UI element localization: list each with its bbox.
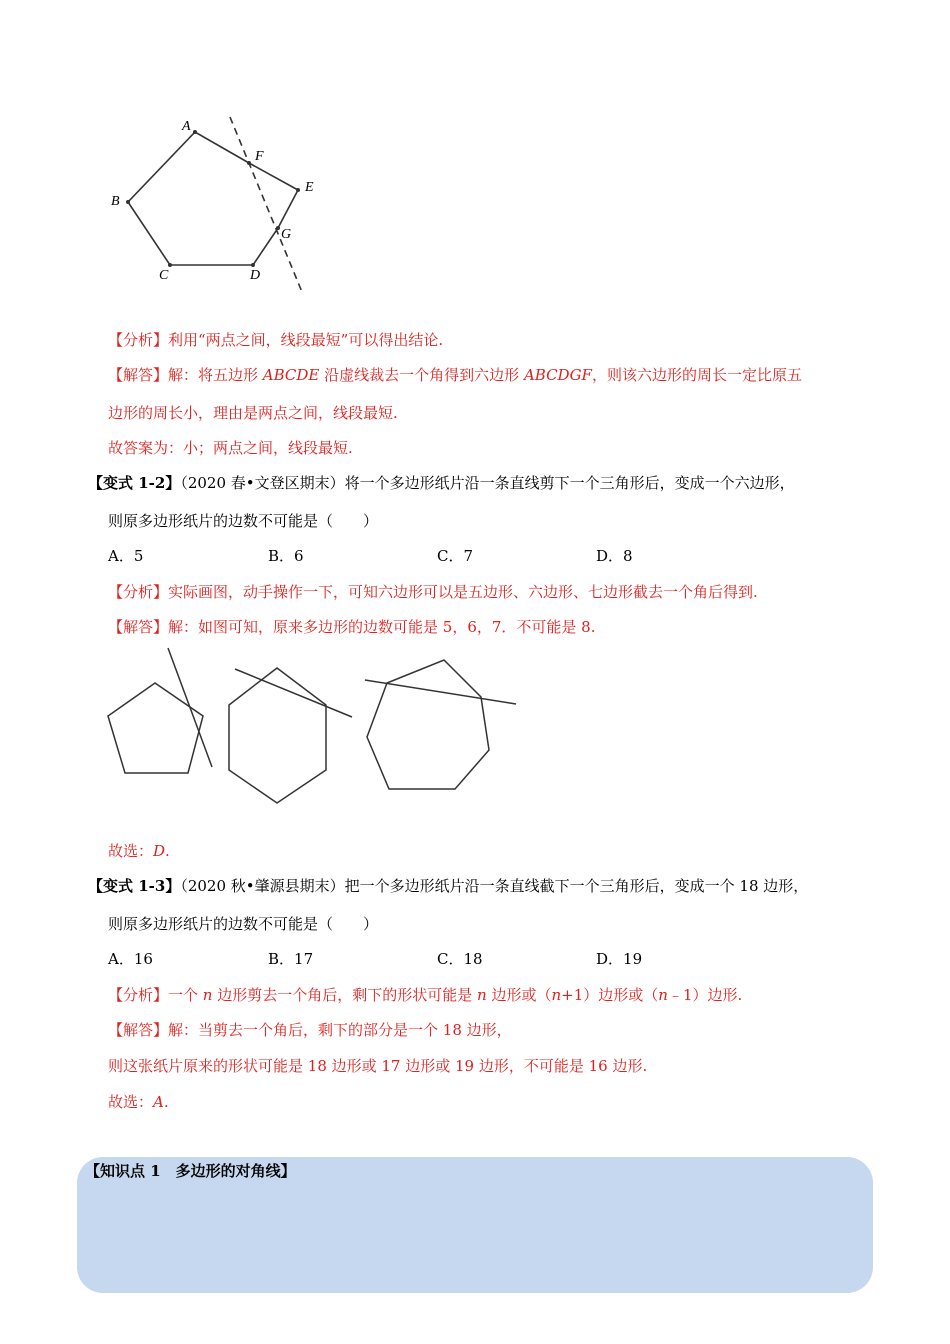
- variable-n: n: [202, 986, 213, 1004]
- q12-stem: [88, 473, 795, 493]
- question-source: （2020 秋•肇源县期末）: [180, 877, 345, 895]
- label-e: E: [305, 180, 314, 195]
- q12-choice: [108, 841, 170, 861]
- s1-conclusion: 故答案为：小；两点之间，线段最短.: [108, 439, 353, 457]
- answer-tag: 【解答】: [108, 618, 169, 636]
- question-tag: 【变式 1-2】: [88, 474, 181, 492]
- pentagon-cut-line: [168, 648, 212, 767]
- answer-text: ，则该六边形的周长一定比原五: [591, 366, 802, 384]
- analysis-text: ﹣1）边形.: [667, 986, 743, 1004]
- choice-letter: A: [153, 1093, 164, 1111]
- q13-answer: [108, 1020, 512, 1040]
- q12-option-a[interactable]: A．5: [108, 547, 144, 565]
- q13-option-b[interactable]: B．17: [268, 950, 314, 968]
- knowledge-point-box: [77, 1157, 873, 1293]
- variable-n: n: [477, 986, 487, 1004]
- analysis-text: 利用“两点之间，线段最短”可以得出结论.: [168, 331, 444, 349]
- answer-text: 解：将五边形: [168, 366, 263, 384]
- polygon-name: ABCDE: [262, 366, 320, 384]
- q12-analysis: [108, 582, 758, 602]
- pentagon-cut-figure: [100, 105, 340, 305]
- analysis-tag: 【分析】: [108, 583, 169, 601]
- analysis-text: 实际画图，动手操作一下，可知六边形可以是五边形、六边形、七边形截去一个角后得到.: [168, 583, 758, 601]
- analysis-tag: 【分析】: [108, 331, 169, 349]
- heptagon-cut-line: [365, 680, 516, 704]
- analysis-text: 一个: [168, 986, 203, 1004]
- cut-edge-eg: [278, 190, 298, 228]
- analysis-tag: 【分析】: [108, 986, 169, 1004]
- polygon-name: ABCDGF: [523, 366, 592, 384]
- answer-text: 解：当剪去一个角后，剩下的部分是一个 18 边形，: [168, 1021, 512, 1039]
- s1-answer: [108, 365, 802, 385]
- answer-text: 解：如图可知，原来多边形的边数可能是 5，6，7．不可能是 8.: [168, 618, 596, 636]
- heptagon-shape: [367, 660, 489, 789]
- variable-n: n: [551, 986, 562, 1004]
- q13-option-a[interactable]: A．16: [108, 950, 153, 968]
- question-source: （2020 春•文登区期末）: [180, 474, 345, 492]
- s1-answer-line2: 边形的周长小，理由是两点之间，线段最短.: [108, 404, 398, 422]
- variable-n: n: [658, 986, 668, 1004]
- cut-edge-fg: [249, 163, 298, 190]
- hexagon-cut-line: [235, 669, 352, 717]
- label-d: D: [250, 268, 261, 283]
- q13-option-d[interactable]: D．19: [596, 950, 643, 968]
- question-text: 把一个多边形纸片沿一条直线截下一个三角形后，变成一个 18 边形，: [344, 877, 809, 895]
- answer-tag: 【解答】: [108, 366, 169, 384]
- q13-stem-line2: 则原多边形纸片的边数不可能是（ ）: [108, 915, 379, 933]
- hexagon-shape: [229, 668, 326, 803]
- question-text: 将一个多边形纸片沿一条直线剪下一个三角形后，变成一个六边形，: [344, 474, 795, 492]
- q13-stem: [88, 876, 808, 896]
- q12-option-b[interactable]: B．6: [268, 547, 304, 565]
- choice-suffix: .: [163, 1093, 169, 1111]
- label-g: G: [281, 227, 292, 242]
- analysis-text: +1）边形或（: [561, 986, 659, 1004]
- polygon-cut-figures: [100, 645, 520, 810]
- q12-stem-line2: 则原多边形纸片的边数不可能是（ ）: [108, 512, 379, 530]
- q12-option-c[interactable]: C．7: [437, 547, 474, 565]
- label-f: F: [255, 149, 264, 164]
- choice-prefix: 故选：: [108, 1093, 154, 1111]
- q13-analysis: [108, 985, 742, 1005]
- answer-tag: 【解答】: [108, 1021, 169, 1039]
- analysis-text: 边形剪去一个角后，剩下的形状可能是: [212, 986, 478, 1004]
- label-c: C: [159, 268, 169, 283]
- choice-prefix: 故选：: [108, 842, 154, 860]
- q12-answer: [108, 617, 596, 637]
- label-b: B: [111, 194, 120, 209]
- q13-choice: [108, 1092, 169, 1112]
- question-tag: 【变式 1-3】: [88, 877, 181, 895]
- q13-option-c[interactable]: C．18: [437, 950, 483, 968]
- choice-letter: D: [153, 842, 166, 860]
- label-a: A: [182, 119, 191, 134]
- analysis-text: 边形或（: [486, 986, 552, 1004]
- choice-suffix: .: [165, 842, 170, 860]
- s1-analysis: [108, 330, 443, 350]
- pentagon-shape: [108, 683, 203, 773]
- q13-answer-line2: 则这张纸片原来的形状可能是 18 边形或 17 边形或 19 边形，不可能是 16 边形.: [108, 1057, 648, 1075]
- q12-option-d[interactable]: D．8: [596, 547, 633, 565]
- answer-text: 沿虚线裁去一个角得到六边形: [319, 366, 524, 384]
- knowledge-point-title: 【知识点 1 多边形的对角线】: [85, 1162, 296, 1180]
